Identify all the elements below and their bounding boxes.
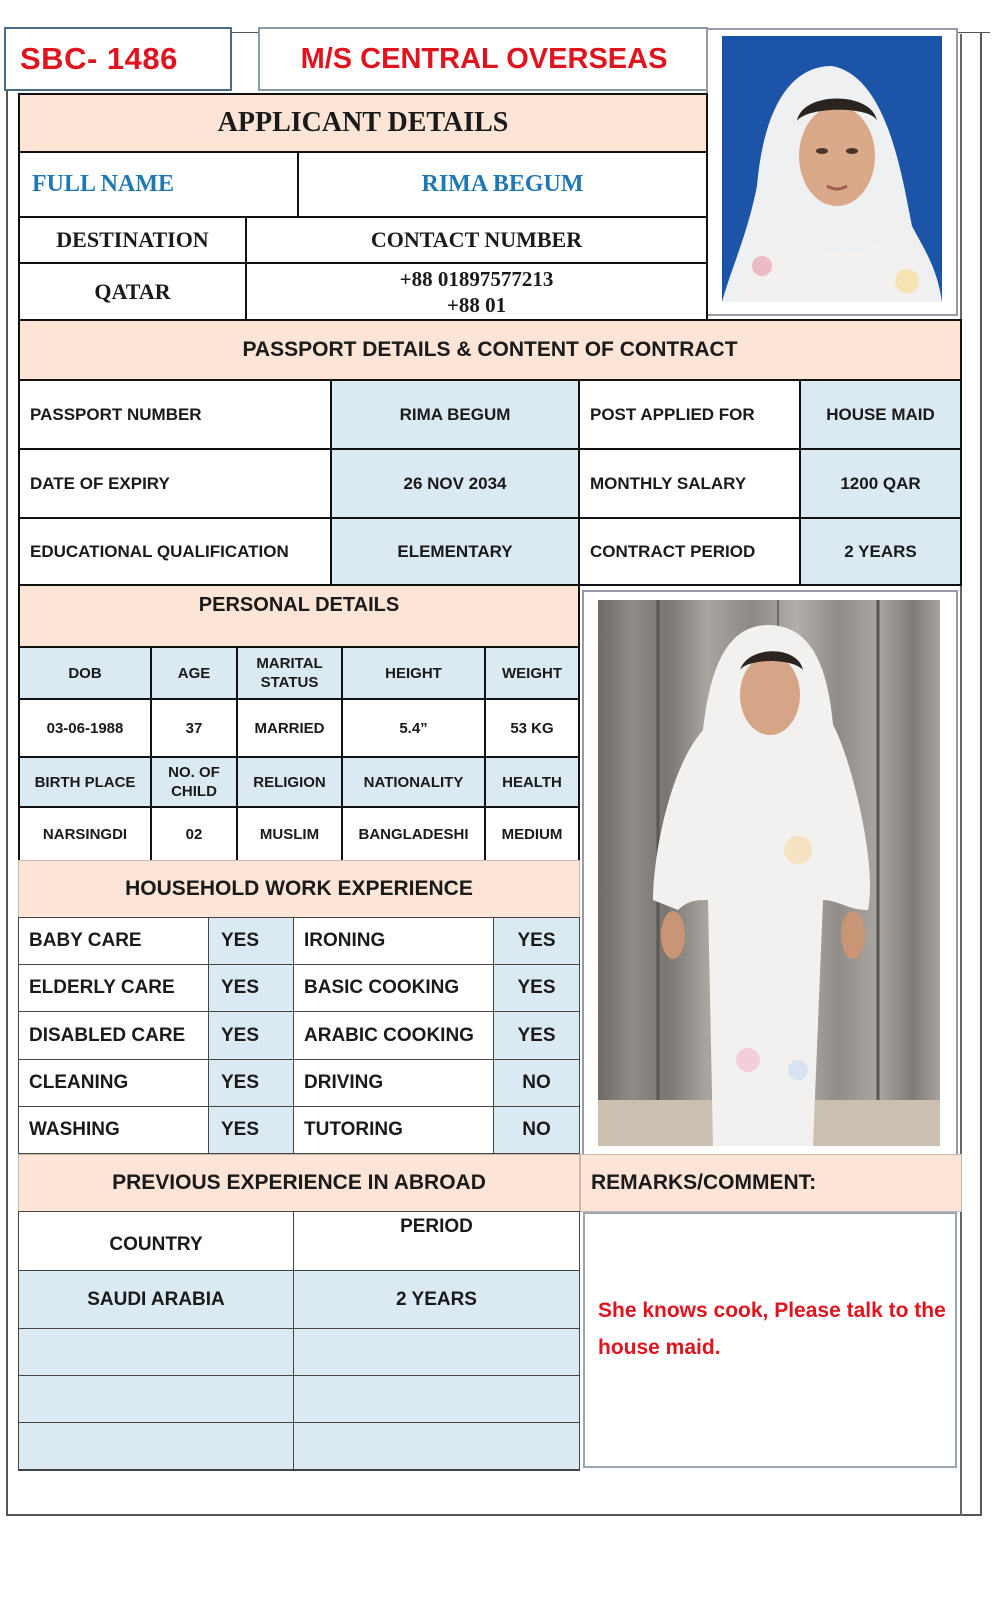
skill-cleaning: CLEANING [18,1059,209,1107]
contact-number-label: CONTACT NUMBER [245,216,708,264]
skill-elderly-care: ELDERLY CARE [18,964,209,1012]
abroad-period-0: 2 YEARS [293,1270,580,1329]
company-name: M/S CENTRAL OVERSEAS [300,42,668,75]
height-header: HEIGHT [341,646,486,700]
full-body-photo [598,600,940,1146]
abroad-period-3 [293,1422,580,1471]
contact-number-1: +88 01897577213 [399,266,554,291]
passport-number-label: PASSPORT NUMBER [18,379,332,450]
monthly-salary-label: MONTHLY SALARY [578,448,801,519]
date-of-expiry-label: DATE OF EXPIRY [18,448,332,519]
personal-details-header: PERSONAL DETAILS [18,584,580,648]
remarks-header: REMARKS/COMMENT: [580,1154,962,1212]
applicant-details-header: APPLICANT DETAILS [18,93,708,153]
health-header: HEALTH [484,756,580,808]
contract-period-value: 2 YEARS [799,517,962,586]
skill-driving: DRIVING [293,1059,494,1107]
company-name-box [258,27,708,91]
frame-right-line [960,34,962,1516]
abroad-period-1 [293,1328,580,1376]
skill-tutoring-value: NO [493,1106,580,1154]
nationality-value: BANGLADESHI [341,806,486,862]
education-value: ELEMENTARY [330,517,580,586]
no-of-child-header: NO. OF CHILD [150,756,238,808]
skill-washing: WASHING [18,1106,209,1154]
skill-basic-cooking-value: YES [493,964,580,1012]
religion-value: MUSLIM [236,806,343,862]
reference-code: SBC- 1486 [20,41,178,76]
birth-place-header: BIRTH PLACE [18,756,152,808]
skill-baby-care-value: YES [208,917,294,965]
skill-ironing: IRONING [293,917,494,965]
full-name-value: RIMA BEGUM [297,151,708,218]
no-of-child-value: 02 [150,806,238,862]
dob-header: DOB [18,646,152,700]
post-applied-label: POST APPLIED FOR [578,379,801,450]
abroad-country-1 [18,1328,294,1376]
abroad-period-2 [293,1375,580,1423]
skill-cleaning-value: YES [208,1059,294,1107]
post-applied-value: HOUSE MAID [799,379,962,450]
skill-driving-value: NO [493,1059,580,1107]
skill-washing-value: YES [208,1106,294,1154]
weight-value: 53 KG [484,698,580,758]
marital-status-header: MARITAL STATUS [236,646,343,700]
destination-value: QATAR [18,262,247,321]
contract-period-label: CONTRACT PERIOD [578,517,801,586]
skill-elderly-care-value: YES [208,964,294,1012]
health-value: MEDIUM [484,806,580,862]
age-header: AGE [150,646,238,700]
date-of-expiry-value: 26 NOV 2034 [330,448,580,519]
height-value: 5.4” [341,698,486,758]
passport-photo [722,36,942,302]
contact-number-cell [245,262,708,321]
skill-arabic-cooking-value: YES [493,1011,580,1060]
abroad-country-2 [18,1375,294,1423]
person-portrait-icon [722,36,942,302]
religion-header: RELIGION [236,756,343,808]
dob-value: 03-06-1988 [18,698,152,758]
skill-disabled-care-value: YES [208,1011,294,1060]
skill-ironing-value: YES [493,917,580,965]
nationality-header: NATIONALITY [341,756,486,808]
country-column-header: COUNTRY [18,1211,294,1271]
destination-label: DESTINATION [18,216,247,264]
household-experience-header: HOUSEHOLD WORK EXPERIENCE [18,860,580,918]
skill-basic-cooking: BASIC COOKING [293,964,494,1012]
skill-disabled-care: DISABLED CARE [18,1011,209,1060]
full-name-label: FULL NAME [18,151,299,218]
passport-number-value: RIMA BEGUM [330,379,580,450]
age-value: 37 [150,698,238,758]
reference-code-box [4,27,232,91]
skill-tutoring: TUTORING [293,1106,494,1154]
remarks-text: She knows cook, Please talk to the house maid. [598,1299,946,1359]
person-full-body-icon [598,600,940,1146]
skill-arabic-cooking: ARABIC COOKING [293,1011,494,1060]
birth-place-value: NARSINGDI [18,806,152,862]
contact-number-2: +88 01 [446,292,507,317]
passport-details-header: PASSPORT DETAILS & CONTENT OF CONTRACT [18,319,962,381]
period-column-header: PERIOD [293,1211,580,1271]
weight-header: WEIGHT [484,646,580,700]
abroad-country-0: SAUDI ARABIA [18,1270,294,1329]
skill-baby-care: BABY CARE [18,917,209,965]
education-label: EDUCATIONAL QUALIFICATION [18,517,332,586]
marital-status-value: MARRIED [236,698,343,758]
monthly-salary-value: 1200 QAR [799,448,962,519]
abroad-experience-header: PREVIOUS EXPERIENCE IN ABROAD [18,1154,580,1212]
abroad-country-3 [18,1422,294,1471]
